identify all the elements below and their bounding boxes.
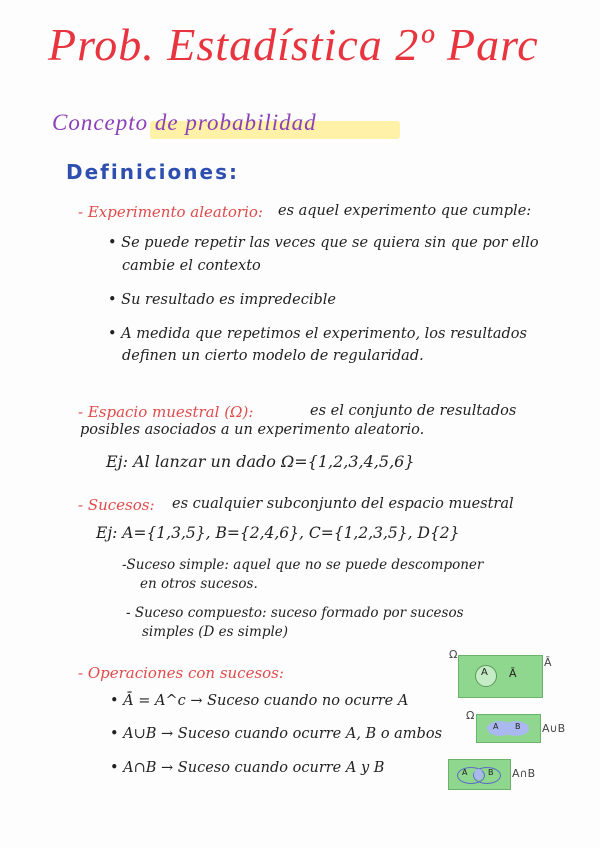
suceso-compuesto-1: - Suceso compuesto: suceso formado por sucesos: [126, 605, 464, 621]
def-sucesos: es cualquier subconjunto del espacio muestral: [172, 496, 514, 512]
example-espacio: Ej: Al lanzar un dado Ω={1,2,3,4,5,6}: [106, 452, 415, 471]
example-sucesos: Ej: A={1,3,5}, B={2,4,6}, C={1,2,3,5}, D{2}: [96, 524, 460, 542]
list-item: • Ā = A^c → Suceso cuando no ocurre A: [110, 693, 409, 709]
suceso-compuesto-2: simples (D es simple): [142, 624, 289, 640]
list-item: • Su resultado es impredecible: [108, 292, 336, 308]
venn-a-label: A: [481, 667, 488, 678]
venn-union: [476, 714, 541, 743]
venn-b-label: B: [488, 768, 494, 777]
page-title: Prob. Estadística 2º Parc: [48, 19, 539, 70]
omega-label: Ω: [466, 709, 475, 722]
list-item: definen un cierto modelo de regularidad.: [122, 348, 424, 364]
venn-overlap: [474, 769, 483, 780]
suceso-simple-2: en otros sucesos.: [140, 576, 258, 592]
venn-intersection: [448, 759, 511, 790]
union-label: A∪B: [542, 722, 566, 735]
venn-complement: [458, 655, 543, 698]
venn-a-label: A: [493, 722, 499, 731]
def-espacio-2: posibles asociados a un experimento aleatorio.: [80, 422, 425, 438]
suceso-simple-1: -Suceso simple: aquel que no se puede descomponer: [122, 557, 484, 573]
term-sucesos: - Sucesos:: [78, 496, 155, 514]
venn-a-label: A: [462, 768, 468, 777]
list-item: • A medida que repetimos el experimento, los resultados: [108, 326, 527, 342]
term-operaciones: - Operaciones con sucesos:: [78, 664, 284, 682]
complement-label: Ā: [544, 656, 552, 669]
list-item: • A∩B → Suceso cuando ocurre A y B: [110, 760, 385, 776]
list-item: • A∪B → Suceso cuando ocurre A, B o ambos: [110, 726, 443, 742]
intersection-label: A∩B: [512, 767, 536, 780]
term-espacio: - Espacio muestral (Ω):: [78, 403, 254, 421]
def-experimento: es aquel experimento que cumple:: [278, 203, 532, 219]
term-experimento: - Experimento aleatorio:: [78, 203, 263, 221]
venn-b-label: B: [515, 722, 521, 731]
list-item: cambie el contexto: [122, 258, 261, 274]
omega-label: Ω: [449, 648, 458, 661]
section-subtitle: Concepto de probabilidad: [52, 110, 317, 135]
list-item: • Se puede repetir las veces que se quiera sin que por ello: [108, 235, 539, 251]
definitions-heading: Definiciones:: [66, 160, 239, 184]
venn-abar-label: Ā: [509, 667, 517, 680]
def-espacio-1: es el conjunto de resultados: [310, 403, 517, 419]
